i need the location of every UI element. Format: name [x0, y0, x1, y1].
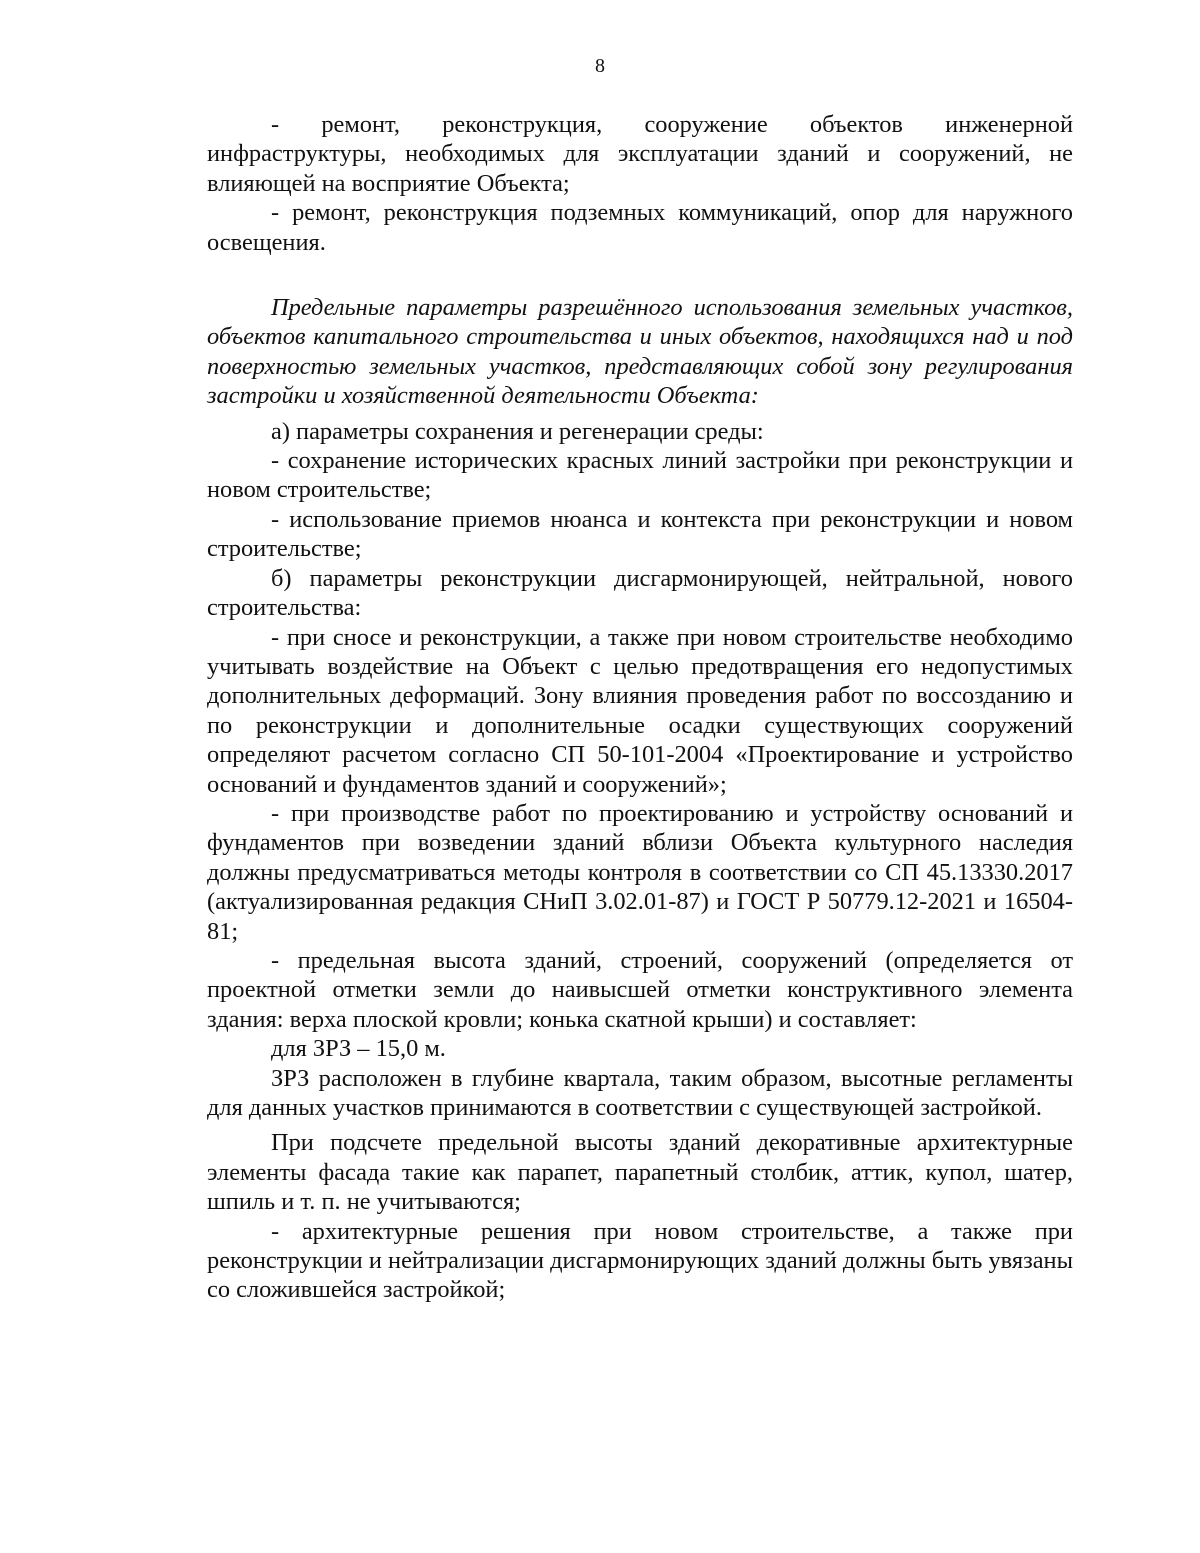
paragraph-decorative-elements: При подсчете предельной высоты зданий декоративные архитектурные элементы фасада такие как парапет, парапетный столбик, аттик, купол, шатер, шпиль и т. п. не учитываются;: [207, 1129, 1073, 1216]
paragraph-demolition-reconstruction: - при сносе и реконструкции, а также при новом строительстве необходимо учитывать воздействие на Объект с целью предотвращения его недопустимых дополнительных деформаций. Зону влияния проведения работ по воссозданию и по реконструкции и дополнительные осадки существующих сооружений определяют расчетом согласно СП 50-101-2004 «Проектирование и устройство оснований и фундаментов зданий и сооружений»;: [207, 623, 1073, 798]
paragraph-underground-communications: - ремонт, реконструкция подземных коммуникаций, опор для наружного освещения.: [207, 199, 1073, 256]
paragraph-red-lines: - сохранение исторических красных линий застройки при реконструкции и новом строительстве;: [207, 447, 1073, 504]
paragraph-engineering-infrastructure: - ремонт, реконструкция, сооружение объектов инженерной инфраструктуры, необходимых для эксплуатации зданий и сооружений, не влияющей на восприятие Объекта;: [207, 111, 1073, 197]
paragraph-height-limit: - предельная высота зданий, строений, сооружений (определяется от проектной отметки земли до наивысшей отметки конструктивного элемента здания: верха плоской кровли; конька скатной крыши) и составляет:: [207, 946, 1073, 1033]
paragraph-zrz-location: ЗРЗ расположен в глубине квартала, таким образом, высотные регламенты для данных участков принимаются в соответствии с существующей застройкой.: [207, 1064, 1073, 1121]
section-heading-limit-parameters: Предельные параметры разрешённого использования земельных участков, объектов капитального строительства и иных объектов, находящихся над и под поверхностью земельных участков, представляющих собой зону регулирования застройки и хозяйственной деятельности Объекта:: [207, 294, 1073, 410]
document-body: [207, 110, 1073, 1305]
paragraph-environment-parameters: а) параметры сохранения и регенерации среды:: [271, 417, 764, 445]
page-number: 8: [595, 55, 605, 77]
paragraph-architectural-solutions: - архитектурные решения при новом строительстве, а также при реконструкции и нейтрализации дисгармонирующих зданий должны быть увязаны со сложившейся застройкой;: [207, 1217, 1073, 1304]
paragraph-foundations-control: - при производстве работ по проектированию и устройству оснований и фундаментов при возведении зданий вблизи Объекта культурного наследия должны предусматриваться методы контроля в соответствии со СП 45.13330.2017 (актуализированная редакция СНиП 3.02.01-87) и ГОСТ Р 50779.12-2021 и 16504-81;: [207, 799, 1073, 945]
paragraph-zrz-height: для ЗРЗ – 15,0 м.: [271, 1035, 446, 1063]
paragraph-reconstruction-parameters: б) параметры реконструкции дисгармонирующей, нейтральной, нового строительства:: [207, 564, 1073, 622]
paragraph-nuance-context: - использование приемов нюанса и контекста при реконструкции и новом строительстве;: [207, 505, 1073, 563]
